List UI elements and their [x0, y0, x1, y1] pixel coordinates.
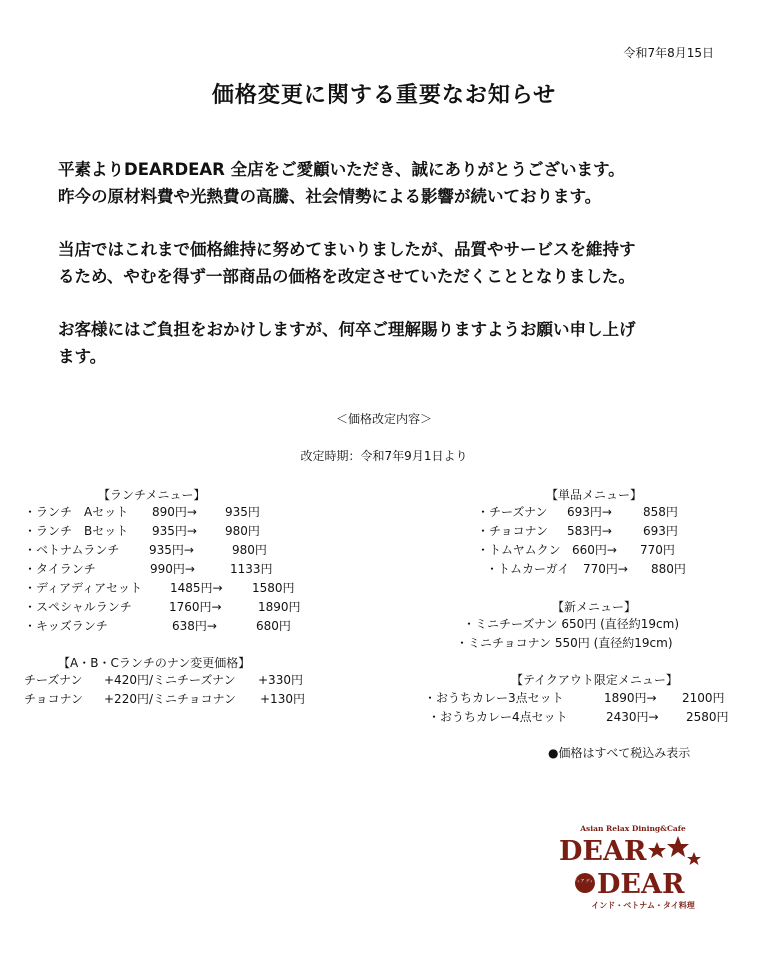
new-price: 770円	[640, 543, 675, 557]
new-price: 880円	[651, 562, 686, 576]
item-name: チョコナン	[24, 692, 84, 706]
old-price: 693円→	[567, 505, 612, 519]
logo-word-2: DEAR	[597, 869, 685, 900]
logo-subtitle: インド・ベトナム・タイ料理	[591, 901, 695, 910]
new-menu-item: ・ミニチョコナン 550円 (直径約19cm)	[456, 636, 673, 650]
item-name: ・おうちカレー4点セット	[428, 710, 568, 724]
item-name: ・おうちカレー3点セット	[424, 691, 564, 705]
lunch-heading: 【ランチメニュー】	[98, 488, 206, 502]
item-name: ・ランチ Bセット	[24, 524, 129, 538]
dear-dear-logo	[555, 822, 705, 914]
greeting-line-1: 平素よりDEARDEAR 全店をご愛顧いただき、誠にありがとうございます。	[58, 160, 625, 179]
star-icon	[648, 836, 701, 865]
old-price: 2430円→	[606, 710, 659, 724]
old-price: 638円→	[172, 619, 217, 633]
new-price: 858円	[643, 505, 678, 519]
mini-price: +130円	[260, 692, 305, 706]
old-price: 935円→	[149, 543, 194, 557]
greeting-line-2: 昨今の原材料費や光熱費の高騰、社会情勢による影響が続いております。	[58, 187, 602, 206]
old-price: 990円→	[150, 562, 195, 576]
naan-heading: 【A・B・Cランチのナン変更価格】	[58, 656, 251, 670]
takeout-heading: 【テイクアウト限定メニュー】	[511, 673, 678, 687]
new-price: 1580円	[252, 581, 295, 595]
item-name: ・ランチ Aセット	[24, 505, 129, 519]
notice-date: 令和7年8月15日	[623, 46, 714, 60]
apology-line-2: ます。	[58, 347, 107, 366]
old-price: 1760円→	[169, 600, 222, 614]
logo-badge	[575, 873, 595, 893]
item-name: ・ベトナムランチ	[24, 543, 120, 557]
new-price: 693円	[643, 524, 678, 538]
old-price: 583円→	[567, 524, 612, 538]
new-price: 935円	[225, 505, 260, 519]
naan-price: +220円/ミニチョコナン	[104, 692, 237, 706]
page-title: 価格変更に関する重要なお知らせ	[211, 83, 557, 108]
new-price: 680円	[256, 619, 291, 633]
item-name: ・トムカーガイ	[486, 562, 570, 576]
mini-price: +330円	[258, 673, 303, 687]
old-price: 660円→	[572, 543, 617, 557]
apology-line-1: お客様にはご負担をおかけしますが、何卒ご理解賜りますようお願い申し上げ	[58, 320, 636, 339]
item-name: ・チョコナン	[477, 524, 549, 538]
old-price: 935円→	[152, 524, 197, 538]
item-name: ・チーズナン	[477, 505, 548, 519]
item-name: ・タイランチ	[24, 562, 96, 576]
item-name: ・ディアディアセット	[24, 581, 142, 595]
single-heading: 【単品メニュー】	[546, 488, 643, 502]
old-price: 890円→	[152, 505, 197, 519]
item-name: チーズナン	[24, 673, 83, 687]
new-price: 1890円	[258, 600, 301, 614]
old-price: 1485円→	[170, 581, 223, 595]
revision-heading: ＜価格改定内容＞	[335, 412, 432, 426]
new-menu-heading: 【新メニュー】	[552, 600, 637, 614]
tax-note: ●価格はすべて税込み表示	[548, 746, 691, 760]
new-menu-item: ・ミニチーズナン 650円 (直径約19cm)	[463, 617, 680, 631]
effective-date: 改定時期：令和7年9月1日より	[300, 449, 468, 463]
new-price: 980円	[225, 524, 260, 538]
old-price: 770円→	[583, 562, 628, 576]
old-price: 1890円→	[604, 691, 657, 705]
naan-price: +420円/ミニチーズナン	[104, 673, 236, 687]
logo-word-1: DEAR	[559, 836, 647, 867]
reason-line-1: 当店ではこれまで価格維持に努めてまいりましたが、品質やサービスを維持す	[58, 240, 636, 259]
new-price: 980円	[232, 543, 267, 557]
new-price: 2100円	[682, 691, 725, 705]
item-name: ・スペシャルランチ	[24, 600, 132, 614]
logo-small-text: ディア ディア	[572, 878, 598, 883]
new-price: 2580円	[686, 710, 729, 724]
new-price: 1133円	[230, 562, 273, 576]
item-name: ・トムヤムクン	[477, 543, 561, 557]
reason-line-2: るため、やむを得ず一部商品の価格を改定させていただくこととなりました。	[58, 267, 635, 286]
item-name: ・キッズランチ	[24, 619, 108, 633]
logo-tagline: Asian Relax Dining&Cafe	[580, 824, 686, 833]
